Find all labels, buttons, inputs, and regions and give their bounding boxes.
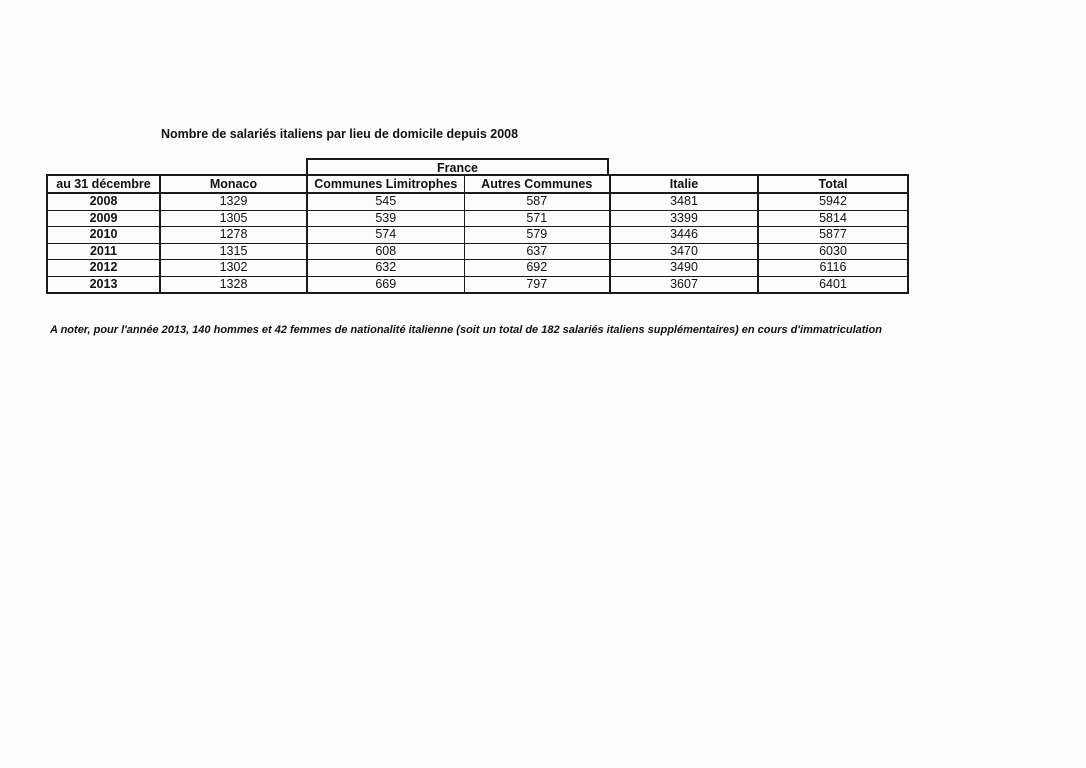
cell-year: 2012 [47,260,160,277]
cell-italie: 3470 [610,243,758,260]
cell-autres-communes: 579 [464,227,610,244]
cell-italie: 3399 [610,210,758,227]
cell-communes-limitrophes: 539 [307,210,464,227]
cell-communes-limitrophes: 669 [307,276,464,293]
cell-total: 5814 [758,210,908,227]
cell-total: 5877 [758,227,908,244]
france-group-header: France [306,158,609,175]
cell-autres-communes: 571 [464,210,610,227]
cell-communes-limitrophes: 574 [307,227,464,244]
cell-monaco: 1315 [160,243,307,260]
cell-monaco: 1278 [160,227,307,244]
document-title: Nombre de salariés italiens par lieu de domicile depuis 2008 [161,127,519,141]
cell-total: 6030 [758,243,908,260]
cell-monaco: 1328 [160,276,307,293]
cell-year: 2009 [47,210,160,227]
cell-monaco: 1329 [160,193,307,210]
column-header-year: au 31 décembre [47,175,160,193]
cell-year: 2011 [47,243,160,260]
column-header-communes-limitrophes: Communes Limitrophes [307,175,464,193]
cell-italie: 3446 [610,227,758,244]
column-header-autres-communes: Autres Communes [464,175,610,193]
cell-total: 6116 [758,260,908,277]
column-header-monaco: Monaco [160,175,307,193]
employees-table [46,174,909,294]
column-header-total: Total [758,175,908,193]
table-row [47,276,908,293]
column-header-italie: Italie [610,175,758,193]
cell-monaco: 1305 [160,210,307,227]
footnote: A noter, pour l'année 2013, 140 hommes et 42 femmes de nationalité italienne (soit un total de 182 salariés italiens supplémentaires) en cours d'immatriculation [50,324,882,336]
table-row [47,260,908,277]
cell-autres-communes: 797 [464,276,610,293]
table-row [47,243,908,260]
cell-year: 2008 [47,193,160,210]
cell-communes-limitrophes: 545 [307,193,464,210]
cell-autres-communes: 587 [464,193,610,210]
cell-autres-communes: 637 [464,243,610,260]
cell-communes-limitrophes: 608 [307,243,464,260]
cell-italie: 3490 [610,260,758,277]
cell-italie: 3481 [610,193,758,210]
cell-year: 2013 [47,276,160,293]
cell-italie: 3607 [610,276,758,293]
cell-total: 5942 [758,193,908,210]
table-row [47,210,908,227]
table-row [47,227,908,244]
cell-year: 2010 [47,227,160,244]
cell-total: 6401 [758,276,908,293]
table-row [47,193,908,210]
table-header-row [47,175,908,193]
cell-communes-limitrophes: 632 [307,260,464,277]
cell-autres-communes: 692 [464,260,610,277]
cell-monaco: 1302 [160,260,307,277]
